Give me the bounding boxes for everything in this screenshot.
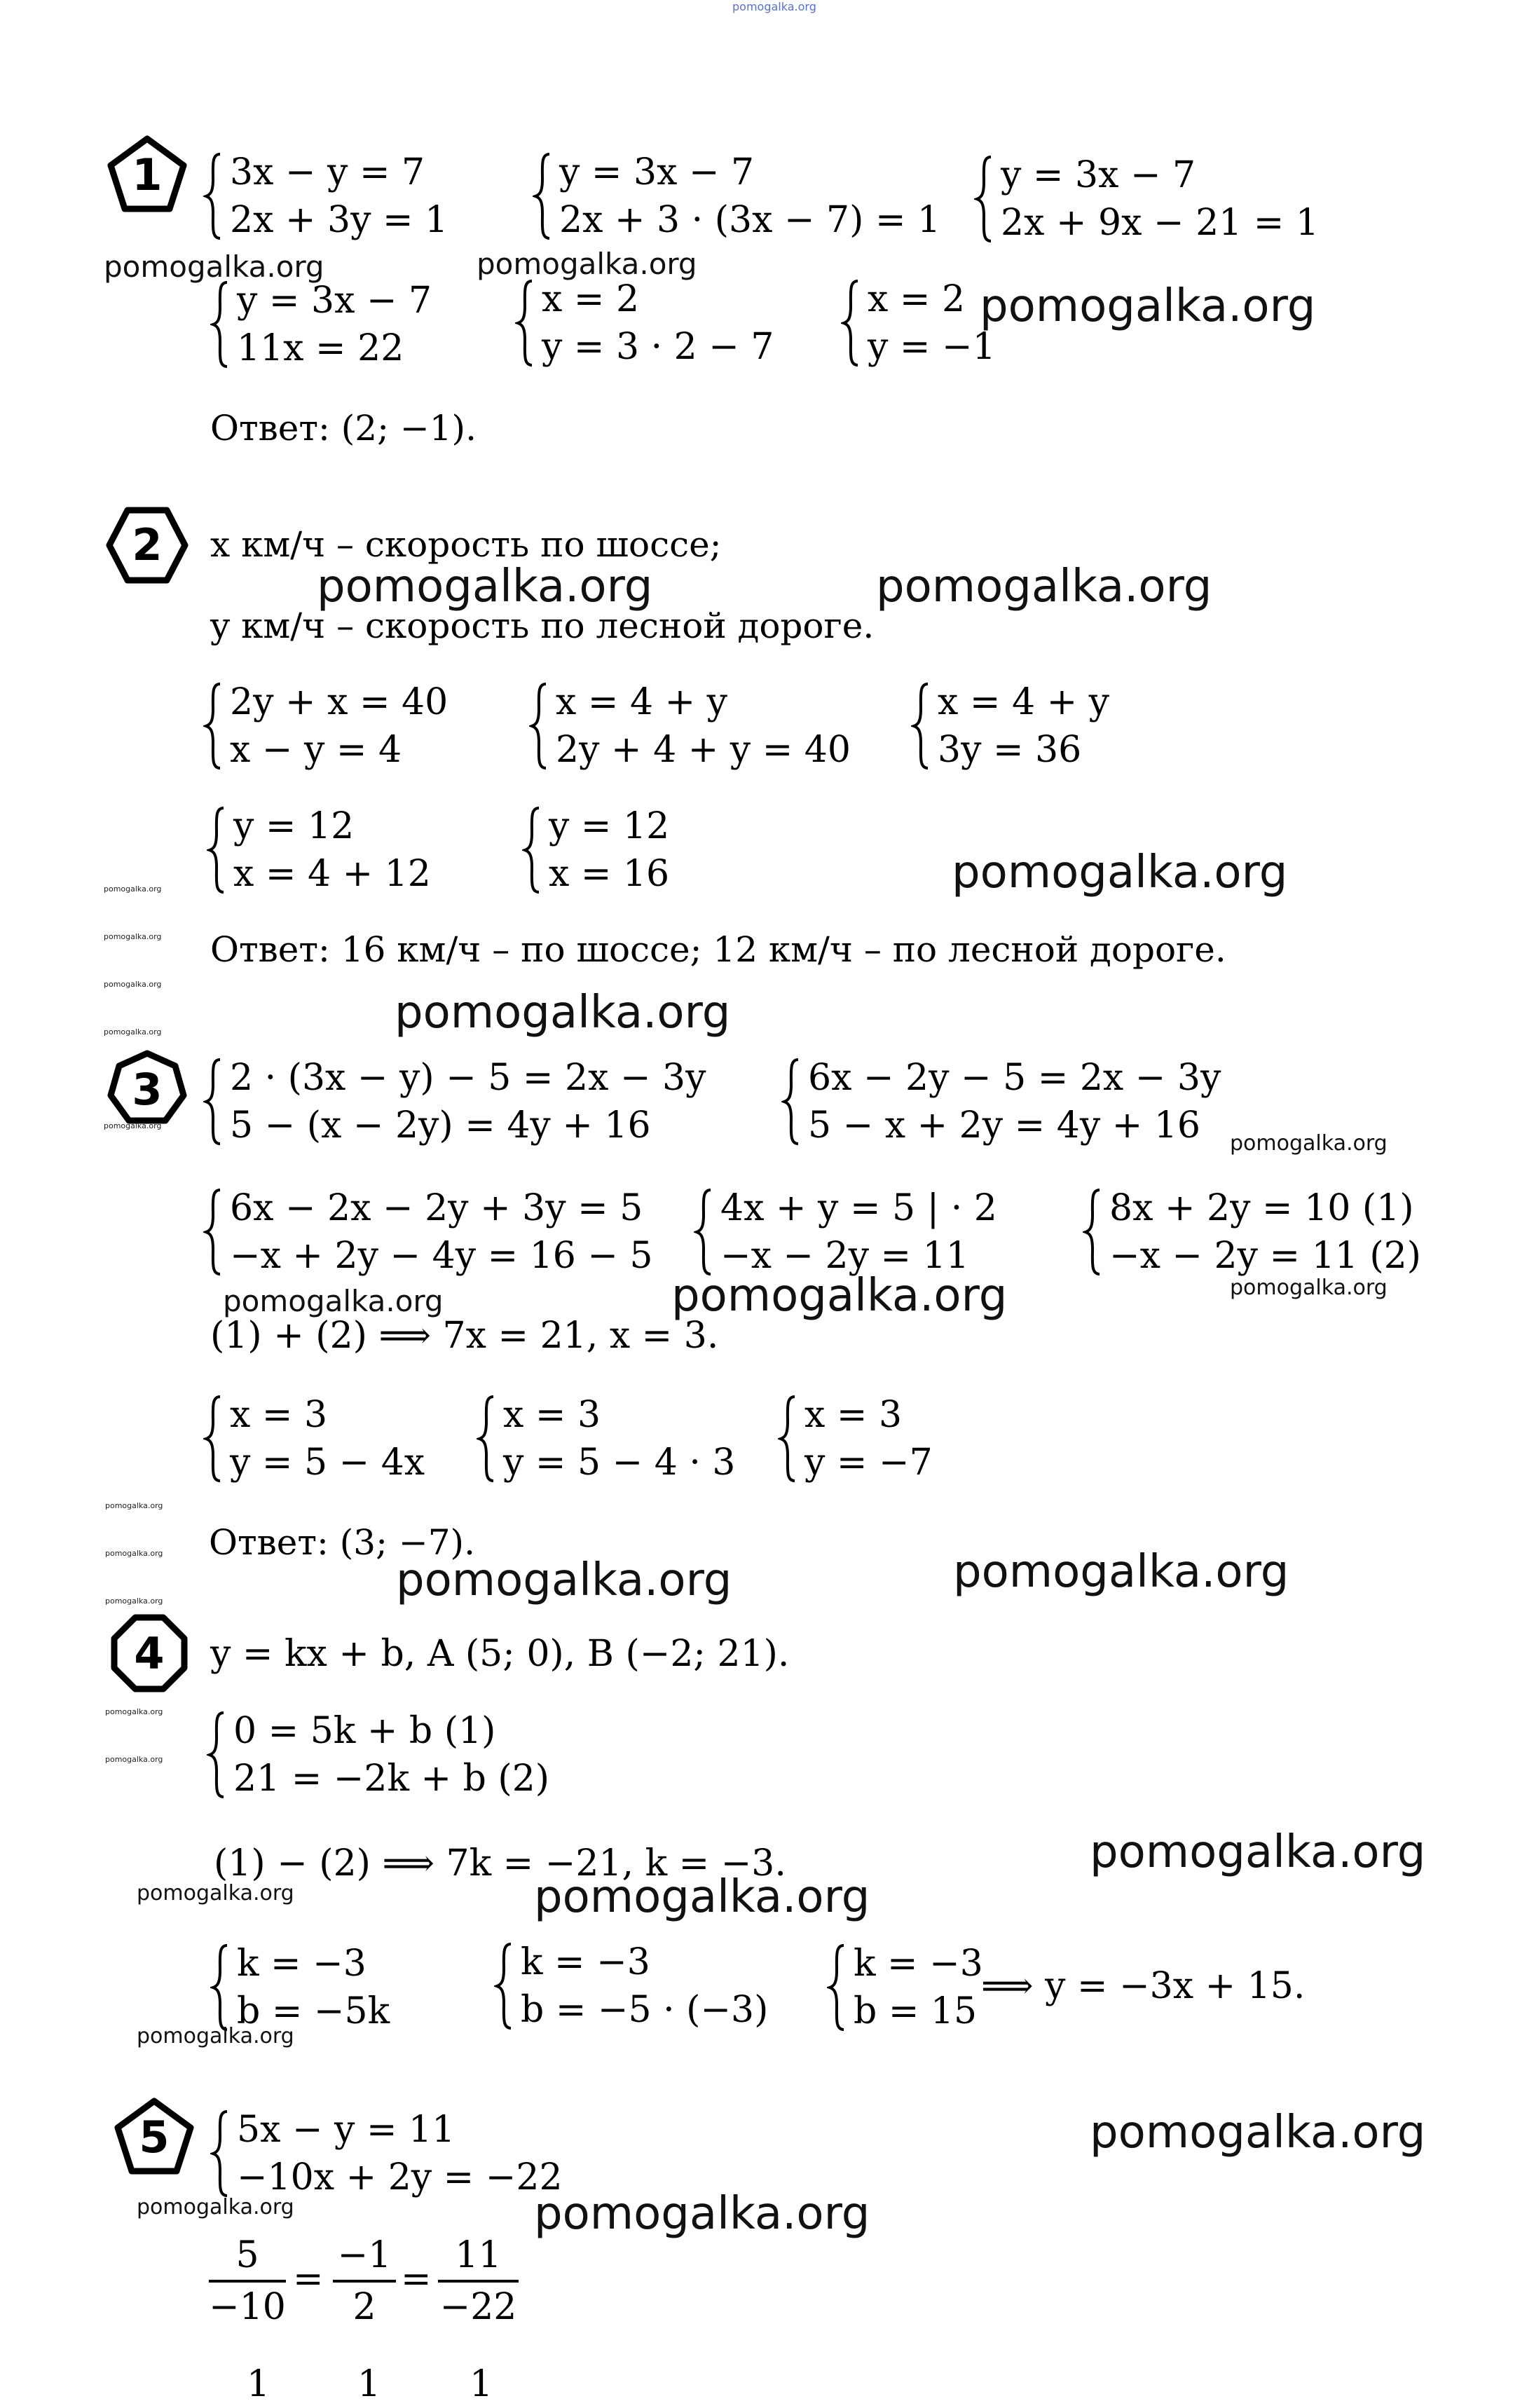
p3-system-1 <box>203 1054 706 1149</box>
p3-s8-line2: y = −7 <box>804 1442 933 1484</box>
fraction-numerator: 11 <box>455 2234 502 2276</box>
watermark: pomogalka.org <box>395 987 731 1039</box>
watermark: pomogalka.org <box>534 1871 870 1923</box>
p3-s5-line2: −x − 2y = 11 (2) <box>1109 1235 1421 1277</box>
problem-4-number: 4 <box>134 1628 165 1679</box>
brace-icon <box>203 1057 223 1147</box>
p4-system-3 <box>494 1938 768 2034</box>
p1-system-5 <box>515 275 774 371</box>
p1-s4-line1: y = 3x − 7 <box>237 280 432 322</box>
fraction-numerator: −1 <box>337 2234 392 2276</box>
watermark: pomogalka.org <box>477 247 697 281</box>
p4-system-1 <box>207 1707 549 1802</box>
p3-s7-line1: x = 3 <box>503 1394 601 1436</box>
watermark-tiny: pomogalka.org <box>104 884 162 894</box>
p3-system-2 <box>781 1054 1221 1149</box>
p2-s2-line1: x = 4 + y <box>556 681 728 723</box>
watermark-tiny: pomogalka.org <box>105 1755 163 1764</box>
p2-s4-line1: y = 12 <box>233 805 355 847</box>
watermark: pomogalka.org <box>980 280 1316 332</box>
p1-system-1 <box>203 149 448 244</box>
p3-step: (1) + (2) ⟹ 7x = 21, x = 3. <box>210 1315 719 1357</box>
p2-system-2 <box>529 678 851 774</box>
watermark: pomogalka.org <box>953 1546 1289 1598</box>
watermark: pomogalka.org <box>396 1554 732 1606</box>
p3-s6-line2: y = 5 − 4x <box>230 1442 425 1484</box>
brace-icon <box>841 278 861 368</box>
equals-sign: = <box>293 2258 324 2300</box>
brace-icon <box>533 151 552 241</box>
watermark: pomogalka.org <box>137 1881 294 1906</box>
brace-icon <box>781 1057 801 1147</box>
brace-icon <box>515 278 535 368</box>
fraction <box>333 2232 396 2330</box>
p1-s1-line2: 2x + 3y = 1 <box>230 199 448 241</box>
watermark: pomogalka.org <box>534 2188 870 2240</box>
p1-s3-line1: y = 3x − 7 <box>1001 154 1196 196</box>
p4-s3-line2: b = −5 · (−3) <box>521 1989 769 2031</box>
top-watermark: pomogalka.org <box>732 0 816 13</box>
p3-system-7 <box>477 1391 735 1486</box>
p3-s5-line1: 8x + 2y = 10 (1) <box>1109 1187 1414 1229</box>
fraction-denominator: −10 <box>209 2286 286 2328</box>
watermark-tiny: pomogalka.org <box>105 1501 163 1510</box>
p2-system-5 <box>522 802 669 898</box>
watermark: pomogalka.org <box>1090 1826 1426 1878</box>
brace-icon <box>207 1710 226 1800</box>
p2-s1-line2: x − y = 4 <box>230 729 402 771</box>
brace-icon <box>203 1394 223 1484</box>
watermark-tiny: pomogalka.org <box>105 1596 163 1606</box>
p3-system-3 <box>203 1184 653 1280</box>
p2-answer: Ответ: 16 км/ч – по шоссе; 12 км/ч – по лесной дороге. <box>210 929 1226 970</box>
fraction-denominator: −22 <box>439 2286 517 2328</box>
p3-s3-line2: −x + 2y − 4y = 16 − 5 <box>230 1235 653 1277</box>
brace-icon <box>778 1394 797 1484</box>
fraction <box>209 2232 286 2330</box>
p1-system-4 <box>210 277 432 372</box>
p2-s2-line2: 2y + 4 + y = 40 <box>556 729 851 771</box>
watermark: pomogalka.org <box>1230 1131 1388 1156</box>
partial-numerator: 1 <box>357 2363 381 2405</box>
watermark: pomogalka.org <box>1090 2107 1426 2159</box>
problem-2-badge <box>105 503 189 587</box>
watermark-tiny: pomogalka.org <box>104 932 162 941</box>
p4-s1-line1: 0 = 5k + b (1) <box>233 1710 496 1752</box>
watermark: pomogalka.org <box>104 249 324 284</box>
p1-s4-line2: 11x = 22 <box>237 327 404 369</box>
p4-system-4 <box>827 1940 983 2035</box>
problem-3-badge <box>105 1048 189 1132</box>
watermark-tiny: pomogalka.org <box>104 980 162 989</box>
brace-icon <box>203 1187 223 1277</box>
brace-icon <box>477 1394 496 1484</box>
p4-s2-line2: b = −5k <box>237 1990 390 2032</box>
p2-s3-line1: x = 4 + y <box>938 681 1110 723</box>
p4-s4-line1: k = −3 <box>854 1943 983 1985</box>
problem-4-badge <box>107 1612 191 1696</box>
brace-icon <box>203 151 223 241</box>
p3-system-4 <box>694 1184 997 1280</box>
partial-numerator: 1 <box>470 2363 493 2405</box>
p3-s7-line2: y = 5 − 4 · 3 <box>503 1442 736 1484</box>
p3-s2-line2: 5 − x + 2y = 4y + 16 <box>808 1104 1201 1147</box>
p3-s6-line1: x = 3 <box>230 1394 328 1436</box>
p5-s1-line2: −10x + 2y = −22 <box>237 2156 563 2198</box>
p2-system-3 <box>911 678 1109 774</box>
p3-system-6 <box>203 1391 425 1486</box>
brace-icon <box>827 1943 847 2032</box>
watermark: pomogalka.org <box>137 2024 294 2048</box>
p4-result: ⟹ y = −3x + 15. <box>981 1965 1306 2007</box>
fraction-bar <box>333 2280 396 2283</box>
p4-s1-line2: 21 = −2k + b (2) <box>233 1758 550 1800</box>
partial-numerator: 1 <box>247 2363 270 2405</box>
brace-icon <box>1083 1187 1102 1277</box>
problem-1-number: 1 <box>132 149 163 200</box>
p4-s3-line1: k = −3 <box>521 1941 650 1983</box>
p2-s5-line2: x = 16 <box>549 853 670 895</box>
watermark: pomogalka.org <box>1230 1275 1388 1300</box>
fraction <box>438 2232 519 2330</box>
brace-icon <box>694 1187 713 1277</box>
brace-icon <box>210 2109 230 2198</box>
brace-icon <box>207 805 226 895</box>
brace-icon <box>911 681 931 771</box>
p3-s2-line1: 6x − 2y − 5 = 2x − 3y <box>808 1057 1221 1099</box>
problem-5-number: 5 <box>139 2112 170 2163</box>
brace-icon <box>210 280 230 369</box>
brace-icon <box>529 681 549 771</box>
watermark: pomogalka.org <box>137 2195 294 2219</box>
p3-system-5 <box>1083 1184 1421 1280</box>
watermark-tiny: pomogalka.org <box>105 1707 163 1716</box>
brace-icon <box>203 681 223 771</box>
fraction-denominator: 2 <box>352 2286 376 2328</box>
p3-answer: Ответ: (3; −7). <box>209 1522 475 1563</box>
p4-given: y = kx + b, A (5; 0), B (−2; 21). <box>210 1633 790 1675</box>
p1-s3-line2: 2x + 9x − 21 = 1 <box>1001 202 1319 244</box>
p1-system-2 <box>533 149 940 244</box>
problem-2-number: 2 <box>132 519 163 570</box>
p1-s1-line1: 3x − y = 7 <box>230 151 425 193</box>
p1-s5-line1: x = 2 <box>542 278 640 320</box>
problem-3-number: 3 <box>132 1064 163 1115</box>
p2-system-4 <box>207 802 431 898</box>
p1-answer: Ответ: (2; −1). <box>210 408 477 449</box>
watermark-tiny: pomogalka.org <box>104 1121 162 1130</box>
p5-system-1 <box>210 2106 563 2201</box>
p2-s1-line1: 2y + x = 40 <box>230 681 448 723</box>
problem-1-badge <box>105 133 189 217</box>
watermark: pomogalka.org <box>317 561 653 613</box>
fraction-numerator: 5 <box>235 2234 259 2276</box>
watermark: pomogalka.org <box>876 561 1212 613</box>
p1-s2-line2: 2x + 3 · (3x − 7) = 1 <box>559 199 941 241</box>
brace-icon <box>974 154 994 244</box>
p4-system-2 <box>210 1940 390 2035</box>
p5-s1-line1: 5x − y = 11 <box>237 2109 456 2151</box>
watermark-tiny: pomogalka.org <box>104 1027 162 1037</box>
p2-system-1 <box>203 678 448 774</box>
p1-s5-line2: y = 3 · 2 − 7 <box>542 326 774 368</box>
p3-s8-line1: x = 3 <box>804 1394 903 1436</box>
p3-s1-line2: 5 − (x − 2y) = 4y + 16 <box>230 1104 651 1147</box>
p3-system-8 <box>778 1391 933 1486</box>
p1-system-6 <box>841 275 996 371</box>
p3-s4-line2: −x − 2y = 11 <box>720 1235 969 1277</box>
fraction-bar <box>209 2280 286 2283</box>
p1-s6-line2: y = −1 <box>868 326 996 368</box>
p1-s2-line1: y = 3x − 7 <box>559 151 755 193</box>
problem-5-badge <box>112 2095 196 2180</box>
p2-line2: y км/ч – скорость по лесной дороге. <box>210 606 875 646</box>
p3-s1-line1: 2 · (3x − y) − 5 = 2x − 3y <box>230 1057 706 1099</box>
brace-icon <box>210 1943 230 2032</box>
p2-line1: x км/ч – скорость по шоссе; <box>210 524 722 565</box>
p4-step: (1) − (2) ⟹ 7k = −21, k = −3. <box>214 1842 786 1884</box>
equals-sign: = <box>401 2258 432 2300</box>
p2-s3-line2: 3y = 36 <box>938 729 1082 771</box>
p2-s4-line2: x = 4 + 12 <box>233 853 431 895</box>
p3-s4-line1: 4x + y = 5 | · 2 <box>720 1187 997 1229</box>
p1-s6-line1: x = 2 <box>868 278 966 320</box>
p3-s3-line1: 6x − 2x − 2y + 3y = 5 <box>230 1187 643 1229</box>
p4-s4-line2: b = 15 <box>854 1990 978 2032</box>
p1-system-3 <box>974 151 1319 247</box>
watermark-tiny: pomogalka.org <box>105 1549 163 1558</box>
watermark: pomogalka.org <box>671 1270 1008 1322</box>
brace-icon <box>494 1941 514 2031</box>
watermark: pomogalka.org <box>952 847 1288 898</box>
p2-s5-line1: y = 12 <box>549 805 670 847</box>
p4-s2-line1: k = −3 <box>237 1943 367 1985</box>
fraction-bar <box>438 2280 519 2283</box>
brace-icon <box>522 805 542 895</box>
watermark: pomogalka.org <box>223 1284 444 1318</box>
